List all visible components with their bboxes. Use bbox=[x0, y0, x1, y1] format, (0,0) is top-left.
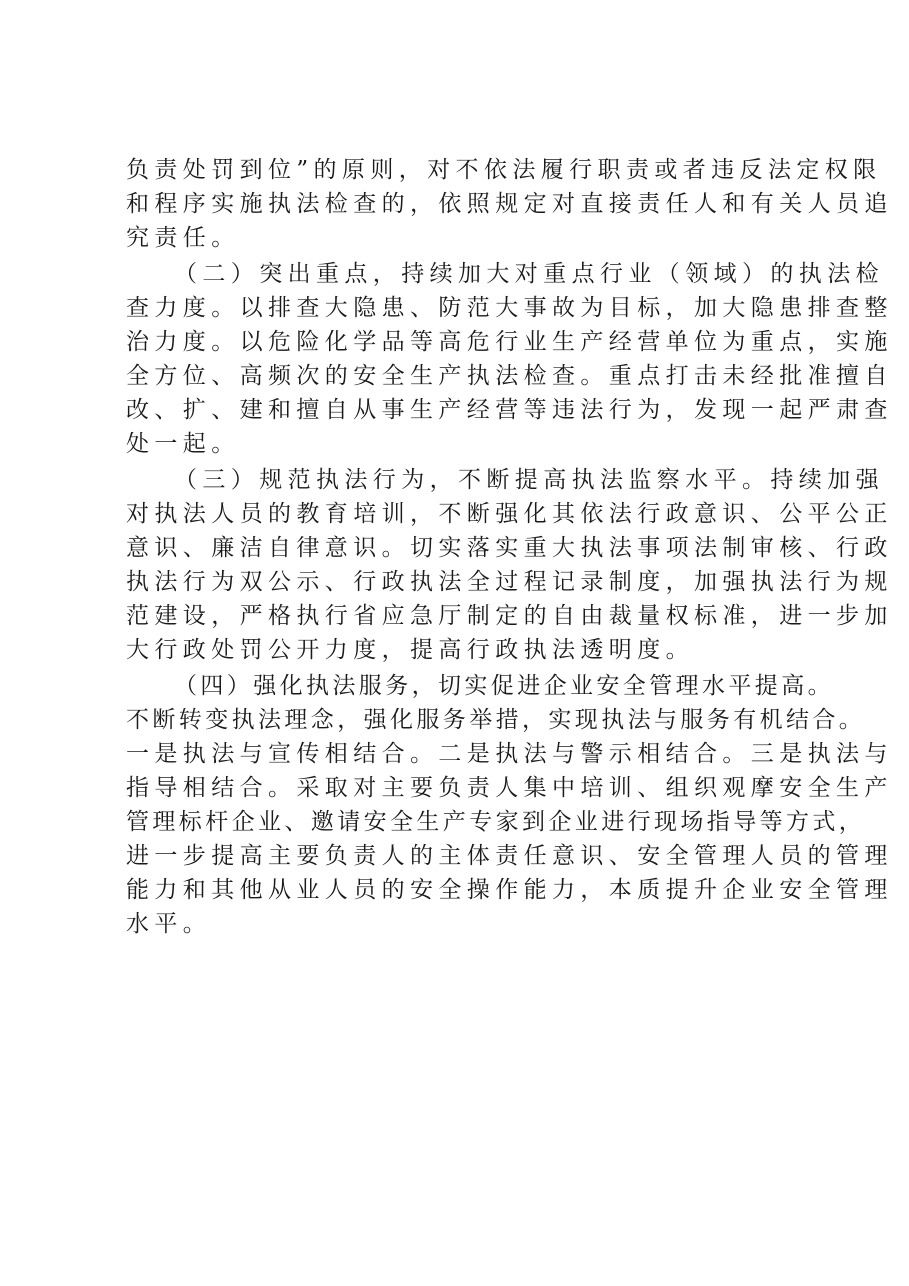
text-line: 不断转变执法理念，强化服务举措，实现执法与服务有机结合。 bbox=[126, 707, 866, 733]
text-line: 查力度。以排查大隐患、防范大事故为目标，加大隐患排查整 bbox=[126, 295, 893, 321]
text-line: 全方位、高频次的安全生产执法检查。重点打击未经批准擅自 bbox=[126, 363, 893, 389]
text-line: 指导相结合。采取对主要负责人集中培训、组织观摩安全生产 bbox=[126, 775, 893, 801]
text-line: 执法行为双公示、行政执法全过程记录制度，加强执法行为规 bbox=[126, 569, 893, 595]
text-line: 水平。 bbox=[126, 911, 212, 937]
text-line: 改、扩、建和擅自从事生产经营等违法行为，发现一起严肃查 bbox=[126, 397, 893, 423]
text-line: 治力度。以危险化学品等高危行业生产经营单位为重点，实施 bbox=[126, 329, 893, 355]
text-line: 能力和其他从业人员的安全操作能力，本质提升企业安全管理 bbox=[126, 877, 893, 903]
text-line: 一是执法与宣传相结合。二是执法与警示相结合。三是执法与 bbox=[126, 741, 893, 767]
text-line: 对执法人员的教育培训，不断强化其依法行政意识、公平公正 bbox=[126, 501, 893, 527]
text-line: 究责任。 bbox=[126, 225, 240, 251]
paragraph-2-heading-line: （二）突出重点，持续加大对重点行业（领域）的执法检 bbox=[174, 261, 884, 287]
paragraph-3-heading-line: （三）规范执法行为，不断提高执法监察水平。持续加强 bbox=[174, 467, 884, 493]
text-line: 负责处罚到位”的原则，对不依法履行职责或者违反法定权限 bbox=[126, 157, 882, 183]
text-line: 进一步提高主要负责人的主体责任意识、安全管理人员的管理 bbox=[126, 843, 893, 869]
text-line: 意识、廉洁自律意识。切实落实重大执法事项法制审核、行政 bbox=[126, 535, 893, 561]
text-line: 处一起。 bbox=[126, 431, 240, 457]
text-line: 和程序实施执法检查的，依照规定对直接责任人和有关人员追 bbox=[126, 191, 893, 217]
text-line: 大行政处罚公开力度，提高行政执法透明度。 bbox=[126, 637, 694, 663]
text-line: 管理标杆企业、邀请安全生产专家到企业进行现场指导等方式， bbox=[126, 809, 866, 835]
paragraph-4-heading-line: （四）强化执法服务，切实促进企业安全管理水平提高。 bbox=[174, 673, 834, 699]
text-line: 范建设，严格执行省应急厅制定的自由裁量权标准，进一步加 bbox=[126, 603, 893, 629]
